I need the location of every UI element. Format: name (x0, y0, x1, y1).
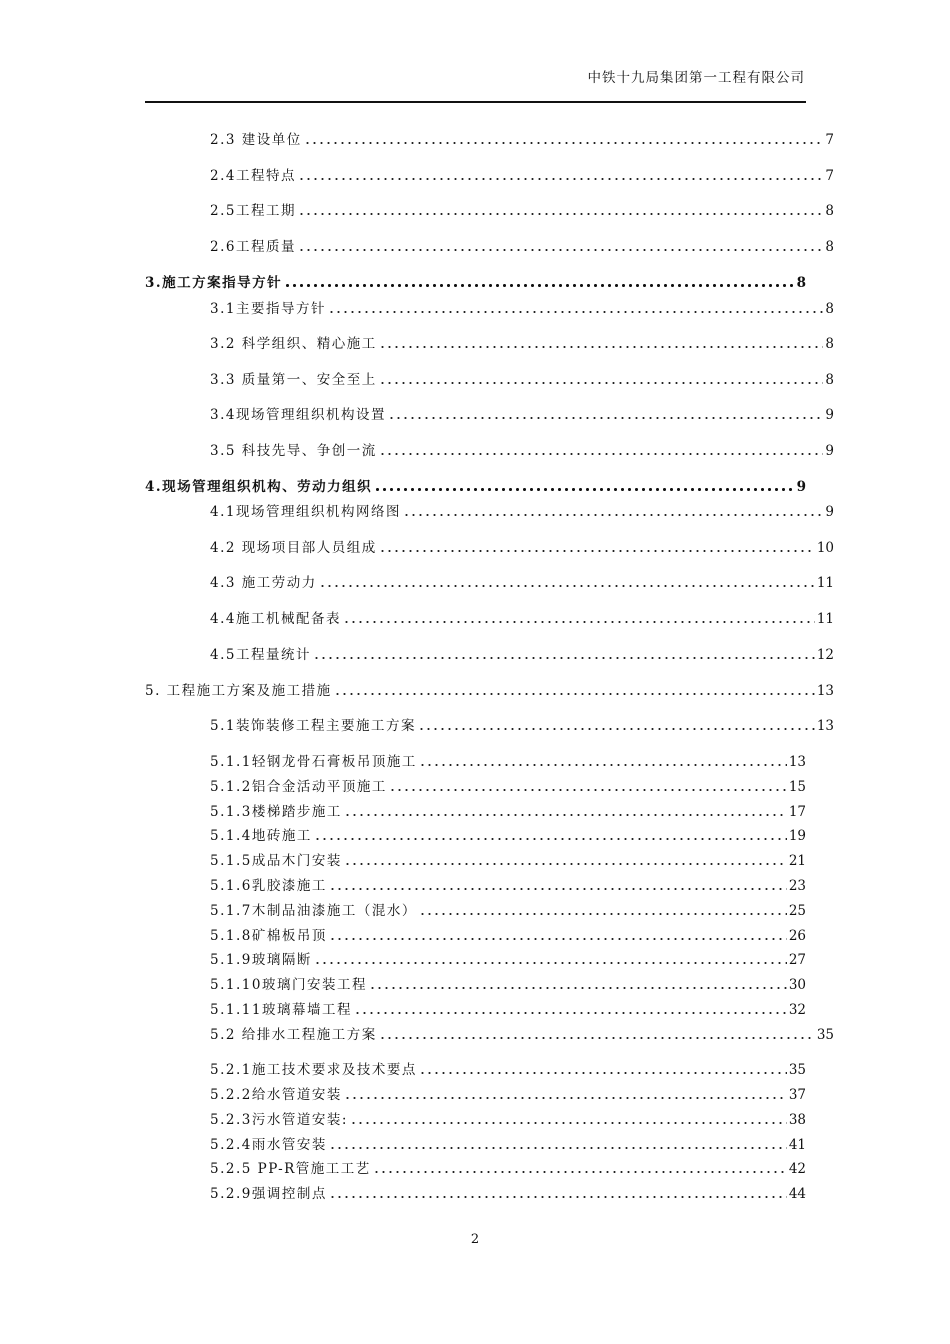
toc-entry-title: 5.1.4地砖施工 (210, 828, 312, 844)
toc-leader (304, 135, 824, 145)
toc-entry[interactable] (210, 403, 834, 423)
toc-entry[interactable] (210, 368, 834, 388)
toc-entry-page: 10 (816, 540, 834, 556)
toc-entry-title: 2.4工程特点 (210, 168, 296, 184)
toc-leader (319, 578, 815, 588)
toc-leader (298, 206, 823, 216)
header-rule (145, 101, 806, 103)
toc-entry-page: 13 (816, 683, 834, 699)
toc-leader (350, 1115, 787, 1125)
toc-entry-page: 8 (825, 336, 834, 352)
toc-entry-page: 11 (816, 575, 834, 591)
toc-entry-title: 5.2.4雨水管安装 (210, 1137, 327, 1153)
toc-leader (284, 278, 795, 288)
toc-entry-page: 42 (788, 1161, 806, 1177)
toc-leader (373, 1164, 787, 1174)
toc-entry[interactable] (210, 824, 806, 844)
toc-entry-page: 7 (825, 132, 834, 148)
header-company-name: 中铁十九局集团第一工程有限公司 (587, 70, 805, 86)
toc-entry-title: 5.1.10玻璃门安装工程 (210, 977, 367, 993)
toc-entry[interactable] (210, 874, 806, 894)
toc-entry-page: 41 (788, 1137, 806, 1153)
toc-entry-title: 5.2 给排水工程施工方案 (210, 1027, 377, 1043)
toc-entry[interactable] (210, 1023, 834, 1043)
toc-entry-page: 37 (788, 1087, 806, 1103)
toc-leader (329, 881, 787, 891)
toc-entry-title: 5.2.5 PP-R管施工工艺 (210, 1161, 371, 1177)
toc-entry-page: 44 (788, 1186, 806, 1202)
toc-entry[interactable] (210, 948, 806, 968)
toc-entry-title: 5.1.3楼梯踏步施工 (210, 804, 342, 820)
toc-entry-title: 5.1.5成品木门安装 (210, 853, 342, 869)
toc-leader (343, 614, 815, 624)
toc-leader (314, 955, 787, 965)
toc-entry[interactable] (210, 500, 834, 520)
toc-entry-page: 30 (788, 977, 806, 993)
page-number: 2 (470, 1232, 480, 1247)
toc-entry[interactable] (145, 679, 834, 699)
toc-entry[interactable] (210, 899, 806, 919)
toc-entry[interactable] (210, 1058, 806, 1078)
toc-entry-title: 5. 工程施工方案及施工措施 (145, 683, 332, 699)
toc-leader (419, 1065, 787, 1075)
toc-entry-page: 9 (825, 443, 834, 459)
toc-entry-title: 5.2.9强调控制点 (210, 1186, 327, 1202)
toc-entry-title: 4.4施工机械配备表 (210, 611, 341, 627)
toc-leader (379, 543, 815, 553)
toc-leader (354, 1005, 787, 1015)
toc-entry[interactable] (210, 1157, 806, 1177)
toc-entry[interactable] (210, 536, 834, 556)
toc-leader (298, 171, 823, 181)
toc-leader (314, 831, 787, 841)
toc-entry-title: 5.1.7木制品油漆施工（混水） (210, 903, 417, 919)
toc-entry[interactable] (210, 1182, 806, 1202)
toc-leader (379, 446, 824, 456)
toc-entry[interactable] (210, 750, 806, 770)
toc-entry-title: 5.1装饰装修工程主要施工方案 (210, 718, 416, 734)
toc-leader (344, 807, 787, 817)
toc-leader (344, 856, 787, 866)
toc-entry[interactable] (210, 775, 806, 795)
toc-entry-title: 4.现场管理组织机构、劳动力组织 (145, 479, 373, 495)
toc-entry-title: 5.1.1轻钢龙骨石膏板吊顶施工 (210, 754, 417, 770)
toc-entry-page: 13 (788, 754, 806, 770)
toc-entry-page: 32 (788, 1002, 806, 1018)
toc-entry-page: 17 (788, 804, 806, 820)
toc-leader (329, 1140, 787, 1150)
toc-leader (379, 339, 824, 349)
toc-entry[interactable] (210, 1083, 806, 1103)
toc-leader (389, 782, 787, 792)
toc-entry-title: 2.3 建设单位 (210, 132, 302, 148)
toc-entry-title: 3.2 科学组织、精心施工 (210, 336, 377, 352)
toc-entry-title: 4.2 现场项目部人员组成 (210, 540, 377, 556)
toc-leader (379, 1030, 815, 1040)
toc-entry[interactable] (210, 643, 834, 663)
toc-entry-title: 5.1.6乳胶漆施工 (210, 878, 327, 894)
toc-entry[interactable] (145, 475, 806, 495)
toc-leader (334, 686, 815, 696)
toc-entry-page: 8 (825, 239, 834, 255)
toc-entry[interactable] (210, 714, 834, 734)
toc-leader (313, 650, 815, 660)
toc-entry-title: 4.5工程量统计 (210, 647, 311, 663)
toc-entry-page: 9 (825, 504, 834, 520)
toc-entry-title: 3.5 科技先导、争创一流 (210, 443, 377, 459)
toc-entry-title: 3.1主要指导方针 (210, 301, 326, 317)
toc-entry-page: 26 (788, 928, 806, 944)
toc-entry[interactable] (210, 297, 834, 317)
toc-entry-page: 35 (788, 1062, 806, 1078)
toc-entry-title: 5.2.2给水管道安装 (210, 1087, 342, 1103)
toc-leader (403, 507, 823, 517)
toc-entry[interactable] (210, 607, 834, 627)
toc-entry-page: 8 (825, 301, 834, 317)
toc-entry[interactable] (210, 332, 834, 352)
toc-entry-page: 8 (796, 275, 806, 291)
toc-leader (374, 482, 795, 492)
toc-entry-page: 27 (788, 952, 806, 968)
toc-entry-title: 5.1.2铝合金活动平顶施工 (210, 779, 387, 795)
toc-entry-title: 5.1.8矿棉板吊顶 (210, 928, 327, 944)
toc-entry-page: 35 (816, 1027, 834, 1043)
toc-entry-title: 5.1.9玻璃隔断 (210, 952, 312, 968)
toc-entry-page: 12 (816, 647, 834, 663)
toc-entry-title: 2.6工程质量 (210, 239, 296, 255)
toc-leader (388, 410, 823, 420)
toc-leader (369, 980, 787, 990)
toc-entry-page: 7 (825, 168, 834, 184)
toc-entry-page: 21 (788, 853, 806, 869)
toc-entry-page: 23 (788, 878, 806, 894)
toc-entry-title: 2.5工程工期 (210, 203, 296, 219)
toc-entry[interactable] (210, 1108, 806, 1128)
toc-entry-title: 3.4现场管理组织机构设置 (210, 407, 386, 423)
toc-entry-page: 11 (816, 611, 834, 627)
toc-entry[interactable] (210, 973, 806, 993)
toc-leader (328, 304, 823, 314)
toc-entry-title: 3.施工方案指导方针 (145, 275, 283, 291)
toc-entry[interactable] (210, 924, 806, 944)
toc-entry-page: 25 (788, 903, 806, 919)
toc-entry-title: 5.1.11玻璃幕墙工程 (210, 1002, 352, 1018)
toc-leader (329, 931, 787, 941)
toc-entry[interactable] (210, 571, 834, 591)
toc-entry[interactable] (210, 1133, 806, 1153)
toc-entry-page: 13 (816, 718, 834, 734)
toc-entry[interactable] (210, 998, 806, 1018)
toc-entry[interactable] (210, 439, 834, 459)
toc-entry[interactable] (210, 128, 834, 148)
toc-entry-page: 19 (788, 828, 806, 844)
toc-leader (419, 757, 787, 767)
toc-entry-title: 3.3 质量第一、安全至上 (210, 372, 377, 388)
toc-leader (329, 1189, 787, 1199)
toc-entry[interactable] (210, 849, 806, 869)
toc-entry-page: 8 (825, 372, 834, 388)
toc-entry-page: 15 (788, 779, 806, 795)
toc-leader (419, 906, 787, 916)
toc-entry-title: 4.3 施工劳动力 (210, 575, 317, 591)
toc-entry-title: 4.1现场管理组织机构网络图 (210, 504, 401, 520)
toc-entry[interactable] (210, 235, 834, 255)
toc-entry-title: 5.2.1施工技术要求及技术要点 (210, 1062, 417, 1078)
toc-entry-page: 9 (796, 479, 806, 495)
toc-entry[interactable] (145, 271, 806, 291)
toc-entry-page: 38 (788, 1112, 806, 1128)
toc-entry-page: 8 (825, 203, 834, 219)
toc-entry-title: 5.2.3污水管道安装: (210, 1112, 348, 1128)
toc-leader (298, 242, 823, 252)
toc-leader (344, 1090, 787, 1100)
toc-entry[interactable] (210, 199, 834, 219)
toc-entry-page: 9 (825, 407, 834, 423)
toc-leader (418, 721, 815, 731)
toc-entry[interactable] (210, 164, 834, 184)
toc-leader (379, 375, 824, 385)
toc-entry[interactable] (210, 800, 806, 820)
